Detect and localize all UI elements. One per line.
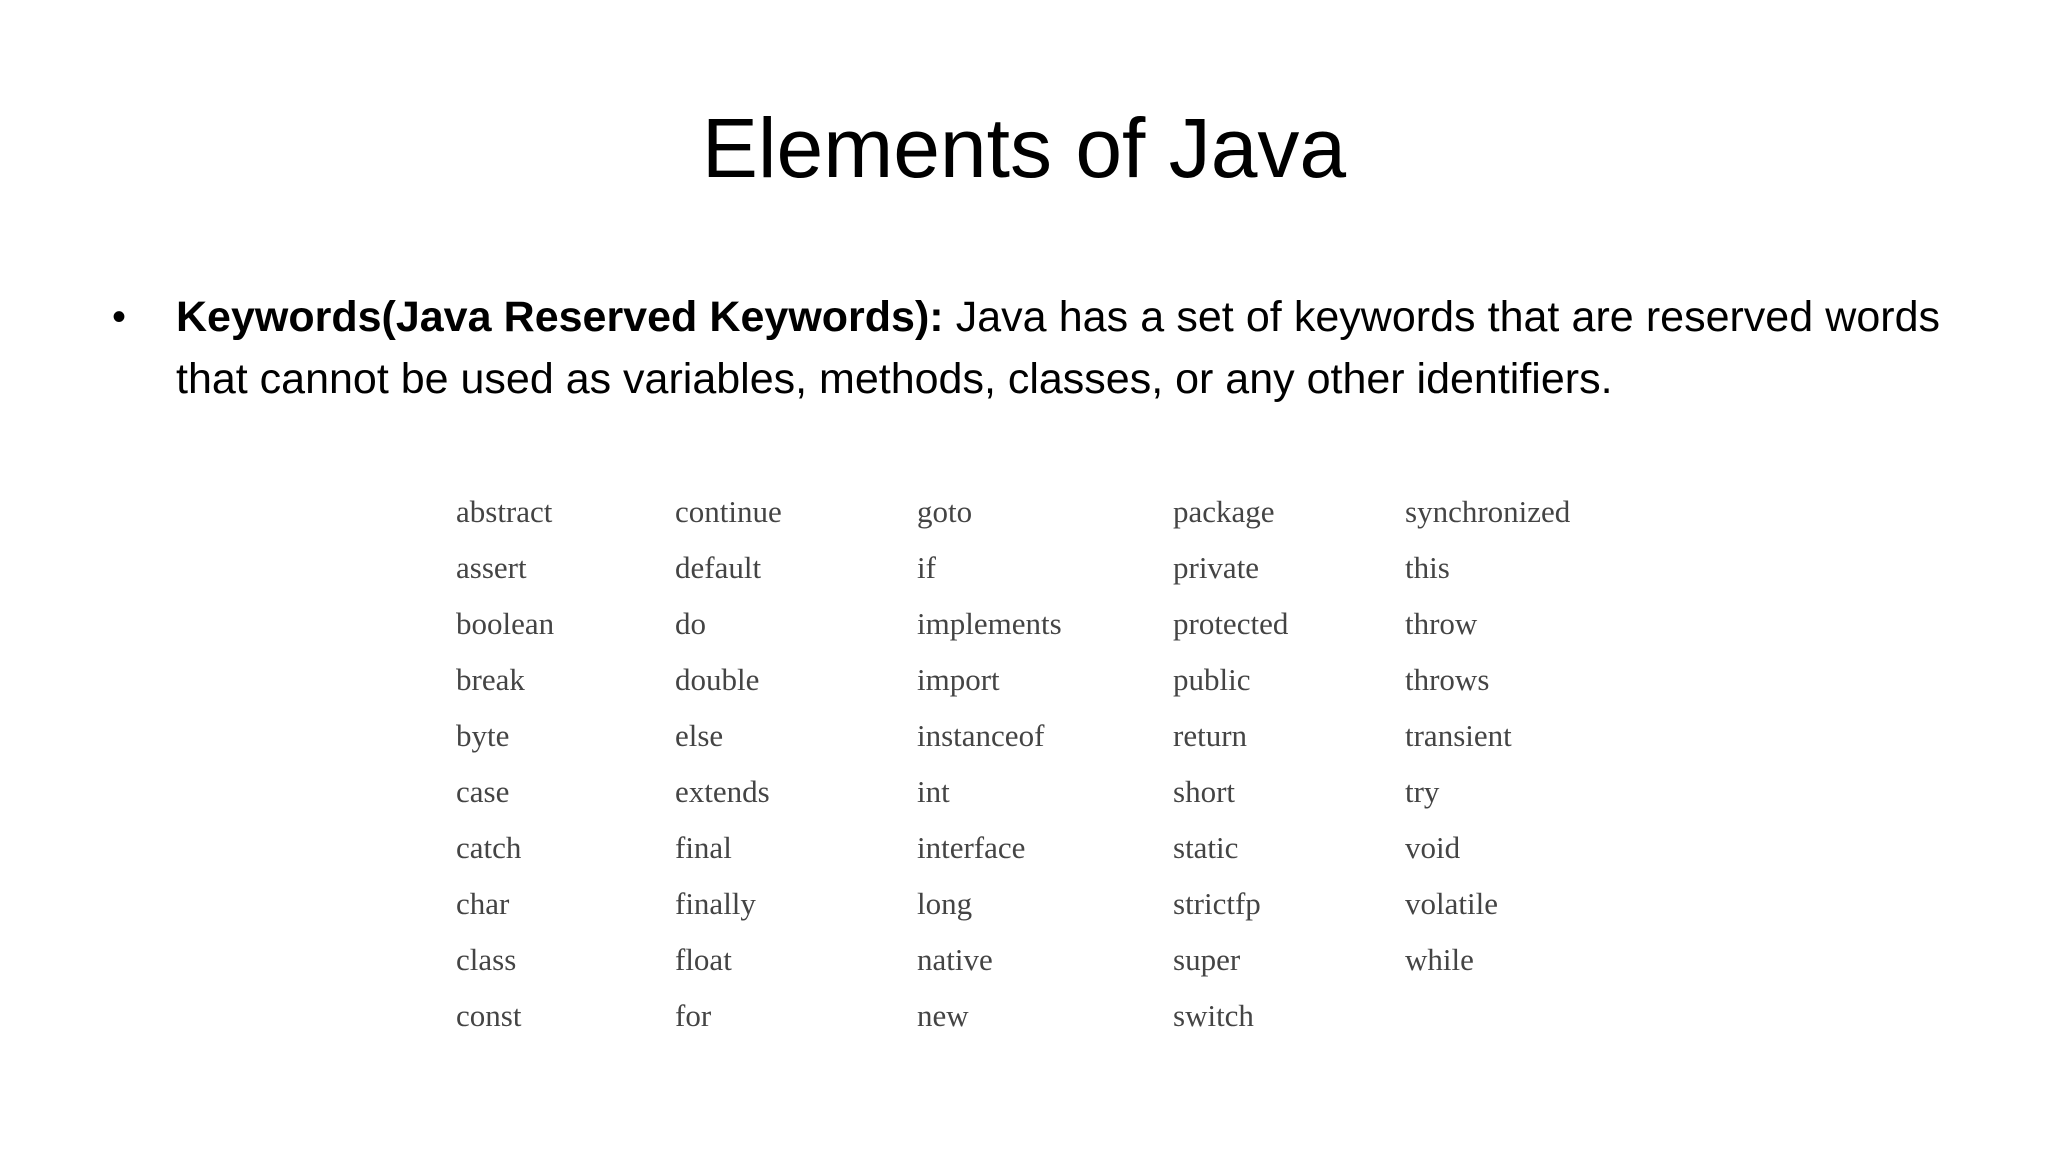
- keyword: continue: [675, 494, 782, 529]
- keyword: new: [917, 998, 969, 1033]
- keyword: else: [675, 718, 724, 753]
- keyword: native: [917, 942, 993, 977]
- keyword-column-2: [675, 484, 917, 1044]
- keyword: break: [456, 662, 525, 697]
- keyword: public: [1173, 662, 1251, 697]
- keyword: assert: [456, 550, 527, 585]
- keyword: finally: [675, 886, 756, 921]
- slide-title: Elements of Java: [701, 101, 1347, 195]
- keyword: implements: [917, 606, 1062, 641]
- keyword: import: [917, 662, 1000, 697]
- keyword: case: [456, 774, 510, 809]
- bullet-marker: •: [112, 295, 127, 339]
- keyword: char: [456, 886, 510, 921]
- keyword-column-3: [917, 484, 1173, 1044]
- keyword: default: [675, 550, 762, 585]
- bullet-lead: Keywords(Java Reserved Keywords):: [176, 293, 944, 341]
- bullet-item: [112, 286, 1940, 410]
- keyword: strictfp: [1173, 886, 1261, 921]
- keyword: volatile: [1405, 886, 1498, 921]
- keyword: package: [1173, 494, 1275, 529]
- keyword: const: [456, 998, 522, 1033]
- keyword: goto: [917, 494, 973, 529]
- keyword-column-5: [1405, 484, 1665, 1044]
- keyword: double: [675, 662, 760, 697]
- keyword: abstract: [456, 494, 553, 529]
- keyword: void: [1405, 830, 1461, 865]
- keyword: synchronized: [1405, 494, 1571, 529]
- keyword: protected: [1173, 606, 1289, 641]
- keyword: long: [917, 886, 973, 921]
- keyword: catch: [456, 830, 522, 865]
- keyword: private: [1173, 550, 1260, 585]
- keyword: final: [675, 830, 732, 865]
- keyword: try: [1405, 774, 1440, 809]
- keyword: do: [675, 606, 706, 641]
- keyword-column-4: [1173, 484, 1405, 1044]
- keyword: class: [456, 942, 517, 977]
- keyword: throw: [1405, 606, 1478, 641]
- bullet-body: Java has a set of keywords that are reserved words that cannot be used as variables, methods, classes, or any other identifiers.: [176, 293, 1941, 403]
- keyword: static: [1173, 830, 1239, 865]
- keyword: return: [1173, 718, 1248, 753]
- bullet-text: [176, 286, 1940, 410]
- keyword: this: [1405, 550, 1450, 585]
- keyword-table: [456, 484, 1665, 1044]
- keyword: if: [917, 550, 936, 585]
- keyword: extends: [675, 774, 770, 809]
- keyword: switch: [1173, 998, 1254, 1033]
- keyword-column-1: [456, 484, 675, 1044]
- keyword: short: [1173, 774, 1235, 809]
- keyword: byte: [456, 718, 510, 753]
- keyword: transient: [1405, 718, 1512, 753]
- keyword: boolean: [456, 606, 555, 641]
- keyword: interface: [917, 830, 1026, 865]
- keyword: instanceof: [917, 718, 1045, 753]
- keyword: for: [675, 998, 712, 1033]
- keyword: float: [675, 942, 732, 977]
- keyword: while: [1405, 942, 1474, 977]
- keyword: int: [917, 774, 950, 809]
- keyword: super: [1173, 942, 1241, 977]
- keyword: throws: [1405, 662, 1490, 697]
